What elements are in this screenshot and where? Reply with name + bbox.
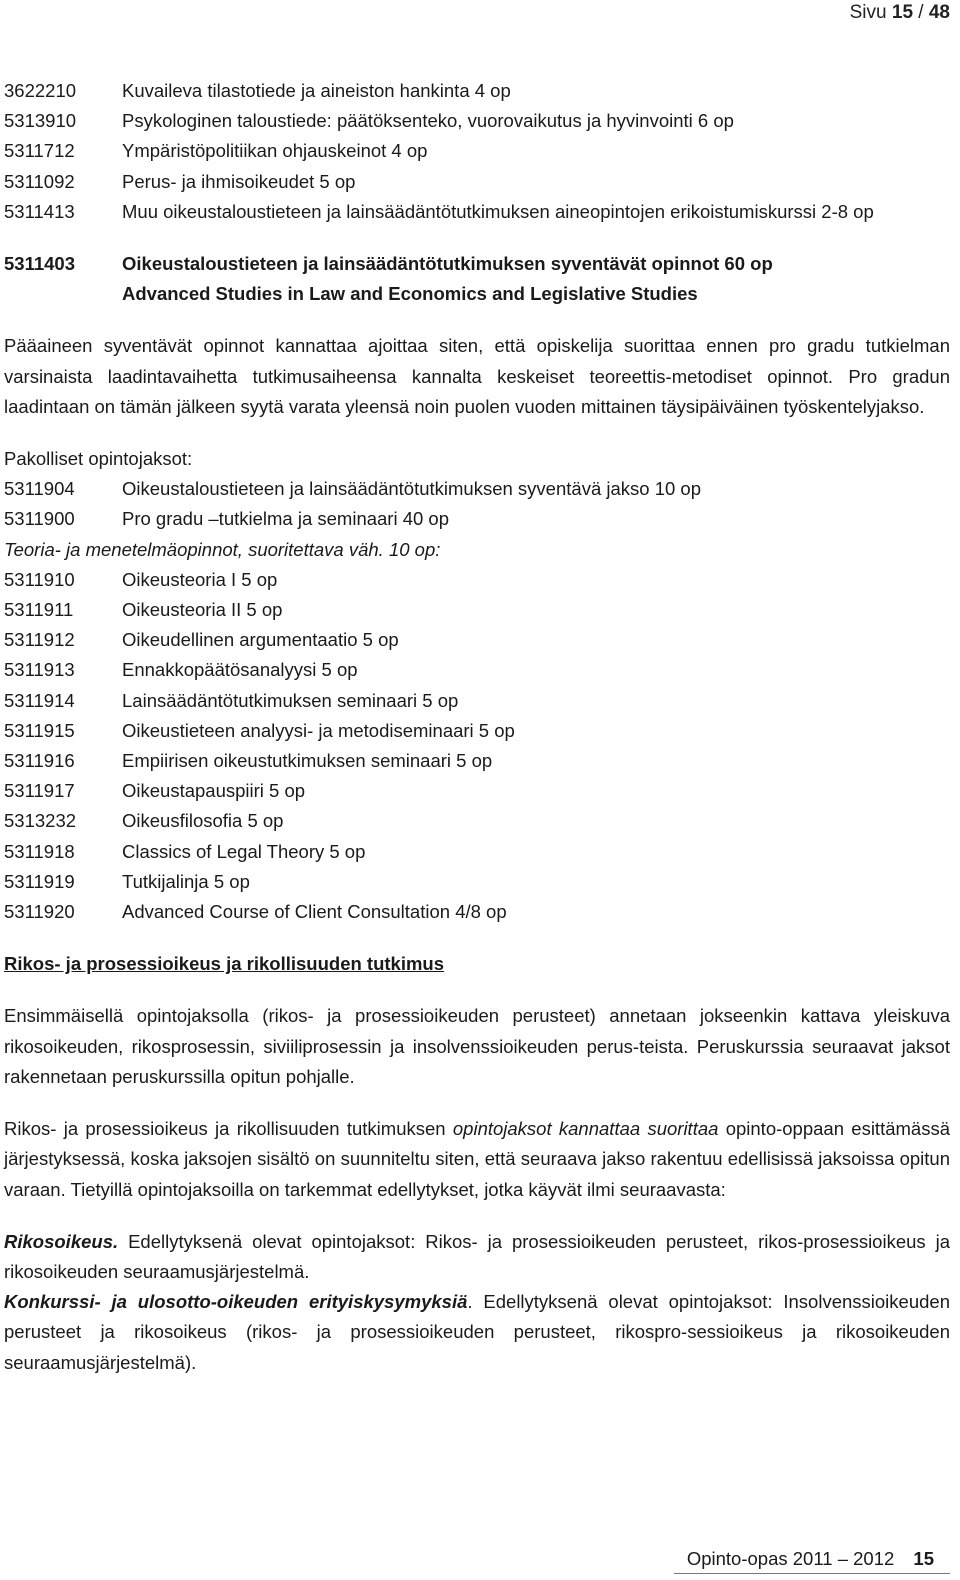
section-paragraph-1: Ensimmäisellä opintojaksolla (rikos- ja prosessioikeuden perusteet) annetaan jokseenkin kattava yleiskuva rikosoikeuden, rikosprosessin, siviiliprosessin ja insolvenssioikeuden perus-teista. Peruskurssia seuraavat jaksot rakennetaan peruskurssilla opitun pohjalle. [4, 1005, 950, 1087]
mandatory-label: Pakolliset opintojaksot: [4, 448, 193, 470]
requirement-rikosoikeus: Rikosoikeus. Edellytyksenä olevat opintojaksot: Rikos- ja prosessioikeuden perusteet, rikos-prosessioikeus ja rikosoikeuden seuraamusjärjestelmä. [4, 1230, 950, 1282]
course-title: Empiirisen oikeustutkimuksen seminaari 5 op [122, 750, 493, 772]
course-title: Advanced Course of Client Consultation 4/8 op [122, 901, 507, 923]
requirement-term: Rikosoikeus. [4, 1230, 119, 1252]
page-indicator [850, 2, 950, 24]
course-row [4, 167, 950, 197]
course-row [4, 565, 950, 595]
course-row [4, 837, 950, 867]
mandatory-course-list [4, 474, 950, 534]
section-paragraph-2: Rikos- ja prosessioikeus ja rikollisuuden tutkimuksen opintojaksot kannattaa suorittaa opinto-oppaan esittämässä järjestyksessä, koska jaksojen sisältö on suunniteltu siten, että seuraava jakso rakentuu edellisissä jaksoissa opitun varaan. Tietyillä opintojaksoilla on tarkemmat edellytykset, jotka käyvät ilmi seuraavasta: [4, 1118, 950, 1200]
course-row [4, 806, 950, 836]
course-code: 3622210 [4, 80, 77, 101]
course-title: Oikeustieteen analyysi- ja metodiseminaari 5 op [122, 719, 515, 741]
course-code: 5311914 [4, 689, 75, 711]
page-separator: / [918, 2, 924, 23]
course-list-top [4, 76, 950, 227]
course-row [4, 76, 950, 106]
italic-phrase: opintojaksot kannattaa suorittaa [452, 1118, 719, 1140]
guide-title: Opinto-opas 2011 – 2012 [686, 1548, 895, 1569]
theory-course-list [4, 565, 950, 927]
course-code: 5311912 [4, 629, 75, 651]
footer-page-number: 15 [913, 1548, 934, 1569]
page-label: Sivu [849, 2, 887, 23]
course-code: 5311092 [4, 170, 75, 192]
course-row [4, 197, 950, 227]
course-title: Oikeusteoria I 5 op [122, 568, 278, 590]
course-row [4, 655, 950, 685]
course-row [4, 625, 950, 655]
advanced-studies-subtitle: Advanced Studies in Law and Economics and Legislative Studies [122, 283, 698, 305]
course-row [4, 504, 950, 534]
course-row [4, 897, 950, 927]
course-title: Perus- ja ihmisoikeudet 5 op [122, 170, 356, 192]
course-row [4, 136, 950, 166]
course-row [4, 867, 950, 897]
course-row [4, 746, 950, 776]
course-code: 5311917 [4, 780, 75, 802]
course-title: Tutkijalinja 5 op [122, 870, 250, 892]
advanced-studies-title: Oikeustaloustieteen ja lainsäädäntötutkimuksen syventävät opinnot 60 op [122, 253, 773, 275]
course-title: Lainsäädäntötutkimuksen seminaari 5 op [122, 689, 459, 711]
course-row [4, 716, 950, 746]
course-code: 5311919 [4, 870, 75, 892]
course-title: Classics of Legal Theory 5 op [122, 840, 366, 862]
course-row [4, 776, 950, 806]
course-title: Oikeustaloustieteen ja lainsäädäntötutkimuksen syventävä jakso 10 op [122, 478, 701, 500]
course-title: Kuvaileva tilastotiede ja aineiston hankinta 4 op [122, 80, 511, 101]
course-title: Psykologinen taloustiede: päätöksenteko, vuorovaikutus ja hyvinvointi 6 op [122, 110, 734, 132]
theory-label: Teoria- ja menetelmäopinnot, suoritettava väh. 10 op: [4, 538, 441, 560]
course-code: 5311915 [4, 719, 75, 741]
course-code: 5313232 [4, 810, 77, 832]
course-title: Ennakkopäätösanalyysi 5 op [122, 659, 358, 681]
course-code: 5311910 [4, 568, 75, 590]
course-code: 5311920 [4, 901, 75, 923]
course-code: 5311712 [4, 140, 75, 162]
requirement-term: Konkurssi- ja ulosotto-oikeuden erityiskysymyksiä [4, 1291, 468, 1313]
advanced-studies-subtitle-row [4, 279, 950, 309]
page-current: 15 [891, 2, 914, 23]
intro-paragraph: Pääaineen syventävät opinnot kannattaa ajoittaa siten, että opiskelija suorittaa ennen pro gradu tutkielman varsinaista laadintavaihetta tutkimusaiheensa kannalta keskeiset teoreettis-metodiset opinnot. Pro gradun laadintaan on tämän jälkeen syytä varata yleensä noin puolen vuoden mittainen täysipäiväinen työskentelyjakso. [4, 335, 950, 417]
course-row [4, 686, 950, 716]
course-code: 5311913 [4, 659, 75, 681]
course-title: Oikeudellinen argumentaatio 5 op [122, 629, 399, 651]
footer [687, 1548, 934, 1570]
page-total: 48 [928, 2, 950, 23]
requirement-konkurssi: Konkurssi- ja ulosotto-oikeuden erityiskysymyksiä. Edellytyksenä olevat opintojaksot: Insolvenssioikeuden perusteet ja rikosoikeus (rikos- ja prosessioikeuden perusteet, rikospro-sessioikeus ja rikosoikeuden seuraamusjärjestelmä). [4, 1291, 950, 1373]
footer-rule [674, 1573, 950, 1574]
course-row [4, 595, 950, 625]
course-title: Oikeusfilosofia 5 op [122, 810, 284, 832]
course-code: 5311413 [4, 200, 75, 222]
course-title: Oikeustapauspiiri 5 op [122, 780, 306, 802]
course-code: 5311403 [4, 253, 76, 275]
course-row [4, 474, 950, 504]
course-title: Pro gradu –tutkielma ja seminaari 40 op [122, 508, 450, 530]
course-row [4, 106, 950, 136]
course-title: Muu oikeustaloustieteen ja lainsäädäntötutkimuksen aineopintojen erikoistumiskurssi 2-8 op [122, 200, 874, 222]
course-code: 5311904 [4, 478, 75, 500]
document-body [4, 76, 950, 1378]
advanced-studies-row [4, 249, 950, 279]
course-code: 5311916 [4, 750, 75, 772]
course-code: 5311900 [4, 508, 75, 530]
section-heading: Rikos- ja prosessioikeus ja rikollisuuden tutkimus [4, 953, 445, 975]
course-code: 5311911 [4, 599, 74, 621]
course-code: 5311918 [4, 840, 75, 862]
course-code: 5313910 [4, 110, 77, 132]
course-title: Ympäristöpolitiikan ohjauskeinot 4 op [122, 140, 428, 162]
course-title: Oikeusteoria II 5 op [122, 599, 283, 621]
